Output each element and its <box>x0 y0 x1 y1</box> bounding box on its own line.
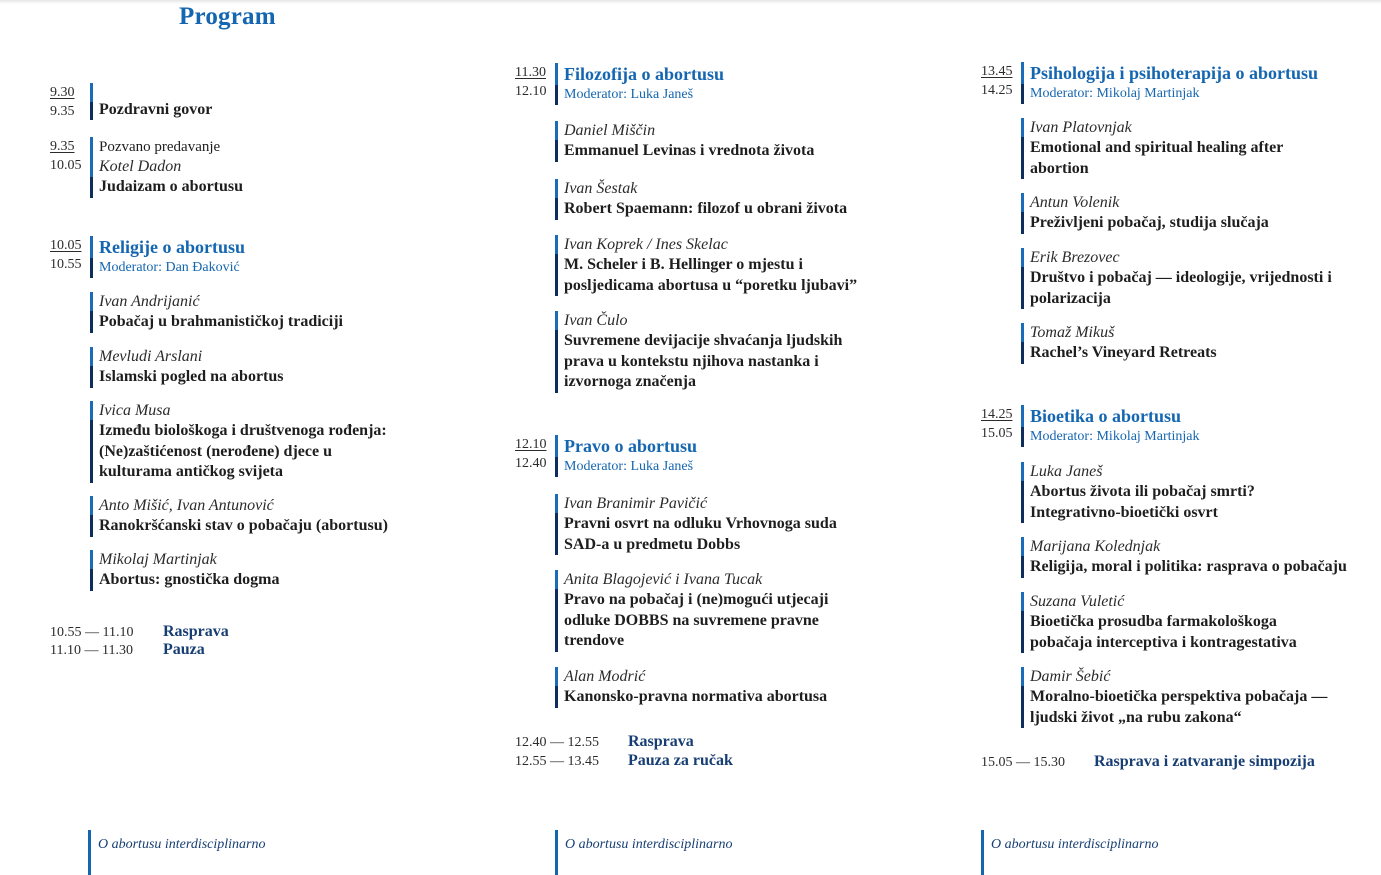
talk-title: M. Scheler i B. Hellinger o mjestu i posljedicama abortusa u “poretku ljubavi” <box>564 256 858 294</box>
accent-bar <box>1021 405 1024 447</box>
speaker-name: Mikolaj Martinjak <box>99 551 217 568</box>
slot-label: Rasprava i zatvaranje simpozija <box>1094 753 1315 770</box>
session-times <box>50 83 86 121</box>
session-times <box>515 63 551 101</box>
talk-item <box>555 179 875 220</box>
moderator: Moderator: Luka Janeš <box>564 87 694 102</box>
accent-bar <box>1021 323 1024 364</box>
speaker-name: Marijana Kolednjak <box>1030 538 1161 555</box>
talk-title: Emotional and spiritual healing after abortion <box>1030 139 1284 177</box>
talk-title: Robert Spaemann: filozof u obrani života <box>564 200 848 217</box>
accent-bar <box>555 311 558 393</box>
talk-title: Religija, moral i politika: rasprava o pobačaju <box>1030 558 1347 575</box>
session-times <box>50 236 86 274</box>
speaker-name: Ivan Koprek / Ines Skelac <box>564 236 728 253</box>
talk-item <box>555 311 855 393</box>
session-times <box>981 62 1017 100</box>
accent-bar <box>1021 193 1024 234</box>
speaker-name: Mevludi Arslani <box>99 348 203 365</box>
speaker-name: Ivan Platovnjak <box>1030 119 1132 136</box>
slot-label: Rasprava <box>163 623 229 640</box>
end-time: 12.40 <box>515 456 547 471</box>
start-time: 11.30 <box>515 65 546 80</box>
talk-title: Preživljeni pobačaj, studija slučaja <box>1030 214 1269 231</box>
speaker-name: Alan Modrić <box>564 668 646 685</box>
moderator: Moderator: Dan Đaković <box>99 260 240 275</box>
accent-bar <box>90 496 93 537</box>
accent-bar <box>90 347 93 388</box>
schedule-slot <box>515 752 733 771</box>
slot-time-range: 10.55 — 11.10 <box>50 625 134 640</box>
talk-title: Abortus života ili pobačaj smrti? Integrativno-bioetički osvrt <box>1030 483 1255 521</box>
invited-label: Pozvano predavanje <box>99 139 221 155</box>
start-time: 12.10 <box>515 437 547 452</box>
accent-bar <box>555 667 558 708</box>
accent-bar <box>1021 118 1024 179</box>
talk-title: Suvremene devijacije shvaćanja ljudskih prava u kontekstu njihova nastanka i izvornoga značenja <box>564 332 843 390</box>
footer-text: O abortusu interdisciplinarno <box>565 837 733 852</box>
speaker-name: Kotel Dadon <box>99 158 182 175</box>
footer-bar <box>555 830 558 875</box>
moderator: Moderator: Luka Janeš <box>564 459 694 474</box>
schedule-slot <box>981 753 1315 772</box>
page-footer <box>981 830 1159 875</box>
section-title: Psihologija i psihoterapija o abortusu <box>1030 63 1319 83</box>
talk-item <box>1021 537 1381 578</box>
end-time: 9.35 <box>50 104 75 119</box>
talk-title: Ranokršćanski stav o pobačaju (abortusu) <box>99 517 388 534</box>
start-time: 13.45 <box>981 64 1013 79</box>
speaker-name: Luka Janeš <box>1030 463 1103 480</box>
footer-text: O abortusu interdisciplinarno <box>991 837 1159 852</box>
talk-item <box>1021 667 1341 728</box>
speaker-name: Antun Volenik <box>1030 194 1120 211</box>
talk-title: Judaizam o abortusu <box>99 178 244 195</box>
speaker-name: Suzana Vuletić <box>1030 593 1125 610</box>
talk-title: Pobačaj u brahmanističkoj tradiciji <box>99 313 343 330</box>
section-title: Filozofija o abortusu <box>564 64 724 84</box>
talk-title: Abortus: gnostička dogma <box>99 571 280 588</box>
accent-bar <box>555 179 558 220</box>
session-times <box>515 435 551 473</box>
accent-bar <box>555 235 558 296</box>
accent-bar <box>555 121 558 162</box>
accent-bar <box>90 401 93 483</box>
talk-item <box>555 667 875 708</box>
talk-title: Kanonsko-pravna normativa abortusa <box>564 688 828 705</box>
accent-bar <box>555 570 558 652</box>
end-time: 10.55 <box>50 257 82 272</box>
accent-bar <box>90 236 93 278</box>
talk-item <box>90 292 420 333</box>
speaker-name: Erik Brezovec <box>1030 249 1120 266</box>
accent-bar <box>90 137 93 198</box>
talk-item <box>555 121 875 162</box>
moderator: Moderator: Mikolaj Martinjak <box>1030 86 1200 101</box>
end-time: 10.05 <box>50 158 82 173</box>
section-title: Religije o abortusu <box>99 237 245 257</box>
talk-item <box>1021 118 1311 179</box>
talk-title: Islamski pogled na abortus <box>99 368 284 385</box>
accent-bar <box>555 63 558 105</box>
page-footer <box>88 830 266 875</box>
section-title: Bioetika o abortusu <box>1030 406 1182 426</box>
talk-item <box>1021 462 1321 523</box>
accent-bar <box>1021 462 1024 523</box>
talk-title: Rachel’s Vineyard Retreats <box>1030 344 1217 361</box>
talk-item <box>555 570 845 652</box>
talk-item <box>555 494 855 555</box>
start-time: 9.35 <box>50 139 75 154</box>
speaker-name: Ivan Šestak <box>564 180 638 197</box>
slot-label: Pauza za ručak <box>628 752 733 769</box>
speaker-name: Ivan Čulo <box>564 312 628 329</box>
end-time: 15.05 <box>981 426 1013 441</box>
schedule-slot <box>50 623 229 642</box>
accent-bar <box>1021 667 1024 728</box>
speaker-name: Tomaž Mikuš <box>1030 324 1115 341</box>
session-title: Pozdravni govor <box>99 101 213 118</box>
speaker-name: Damir Šebić <box>1030 668 1111 685</box>
section-title: Pravo o abortusu <box>564 436 698 456</box>
slot-time-range: 12.55 — 13.45 <box>515 754 599 769</box>
accent-bar <box>1021 592 1024 653</box>
talk-title: Moralno-bioetička perspektiva pobačaja — ljudski život „na rubu zakona“ <box>1030 688 1328 726</box>
slot-time-range: 12.40 — 12.55 <box>515 735 599 750</box>
talk-title: Pravni osvrt na odluku Vrhovnoga suda SAD-a u predmetu Dobbs <box>564 515 837 553</box>
talk-title: Emmanuel Levinas i vrednota života <box>564 142 815 159</box>
speaker-name: Ivan Andrijanić <box>99 293 200 310</box>
page-footer <box>555 830 733 875</box>
talk-item <box>90 550 420 591</box>
speaker-name: Ivan Branimir Pavičić <box>564 495 708 512</box>
footer-bar <box>88 830 91 875</box>
accent-bar <box>1021 248 1024 309</box>
schedule-slot <box>515 733 694 752</box>
accent-bar <box>1021 537 1024 578</box>
start-time: 9.30 <box>50 85 75 100</box>
moderator: Moderator: Mikolaj Martinjak <box>1030 429 1200 444</box>
talk-item <box>90 347 420 388</box>
talk-item <box>1021 193 1341 234</box>
talk-item <box>1021 323 1341 364</box>
slot-label: Rasprava <box>628 733 694 750</box>
accent-bar <box>90 292 93 333</box>
end-time: 12.10 <box>515 84 547 99</box>
slot-label: Pauza <box>163 641 205 658</box>
end-time: 14.25 <box>981 83 1013 98</box>
speaker-name: Daniel Miščin <box>564 122 656 139</box>
speaker-name: Anto Mišić, Ivan Antunović <box>99 497 274 514</box>
start-time: 14.25 <box>981 407 1013 422</box>
accent-bar <box>1021 62 1024 104</box>
talk-title: Bioetička prosudba farmakološkoga pobačaja interceptiva i kontragestativa <box>1030 613 1297 651</box>
accent-bar <box>90 83 93 120</box>
talk-title: Pravo na pobačaj i (ne)mogući utjecaji odluke DOBBS na suvremene pravne trendove <box>564 591 829 649</box>
talk-title: Društvo i pobačaj — ideologije, vrijednosti i polarizacija <box>1030 269 1332 307</box>
speaker-name: Anita Blagojević i Ivana Tucak <box>564 571 763 588</box>
talk-item <box>90 401 400 483</box>
talk-title: Između biološkoga i društvenoga rođenja: (Ne)zaštićenost (nerođene) djece u kulturama antičkog svijeta <box>99 422 387 480</box>
slot-time-range: 15.05 — 15.30 <box>981 755 1065 770</box>
footer-text: O abortusu interdisciplinarno <box>98 837 266 852</box>
session-times <box>50 137 86 175</box>
accent-bar <box>555 494 558 555</box>
page-title: Program <box>179 3 276 30</box>
session-times <box>981 405 1017 443</box>
talk-item <box>1021 592 1321 653</box>
speaker-name: Ivica Musa <box>99 402 171 419</box>
start-time: 10.05 <box>50 238 82 253</box>
accent-bar <box>90 550 93 591</box>
accent-bar <box>555 435 558 477</box>
talk-item <box>1021 248 1351 309</box>
talk-item <box>555 235 865 296</box>
talk-item <box>90 496 420 537</box>
footer-bar <box>981 830 984 875</box>
slot-time-range: 11.10 — 11.30 <box>50 643 133 658</box>
schedule-slot <box>50 641 205 660</box>
